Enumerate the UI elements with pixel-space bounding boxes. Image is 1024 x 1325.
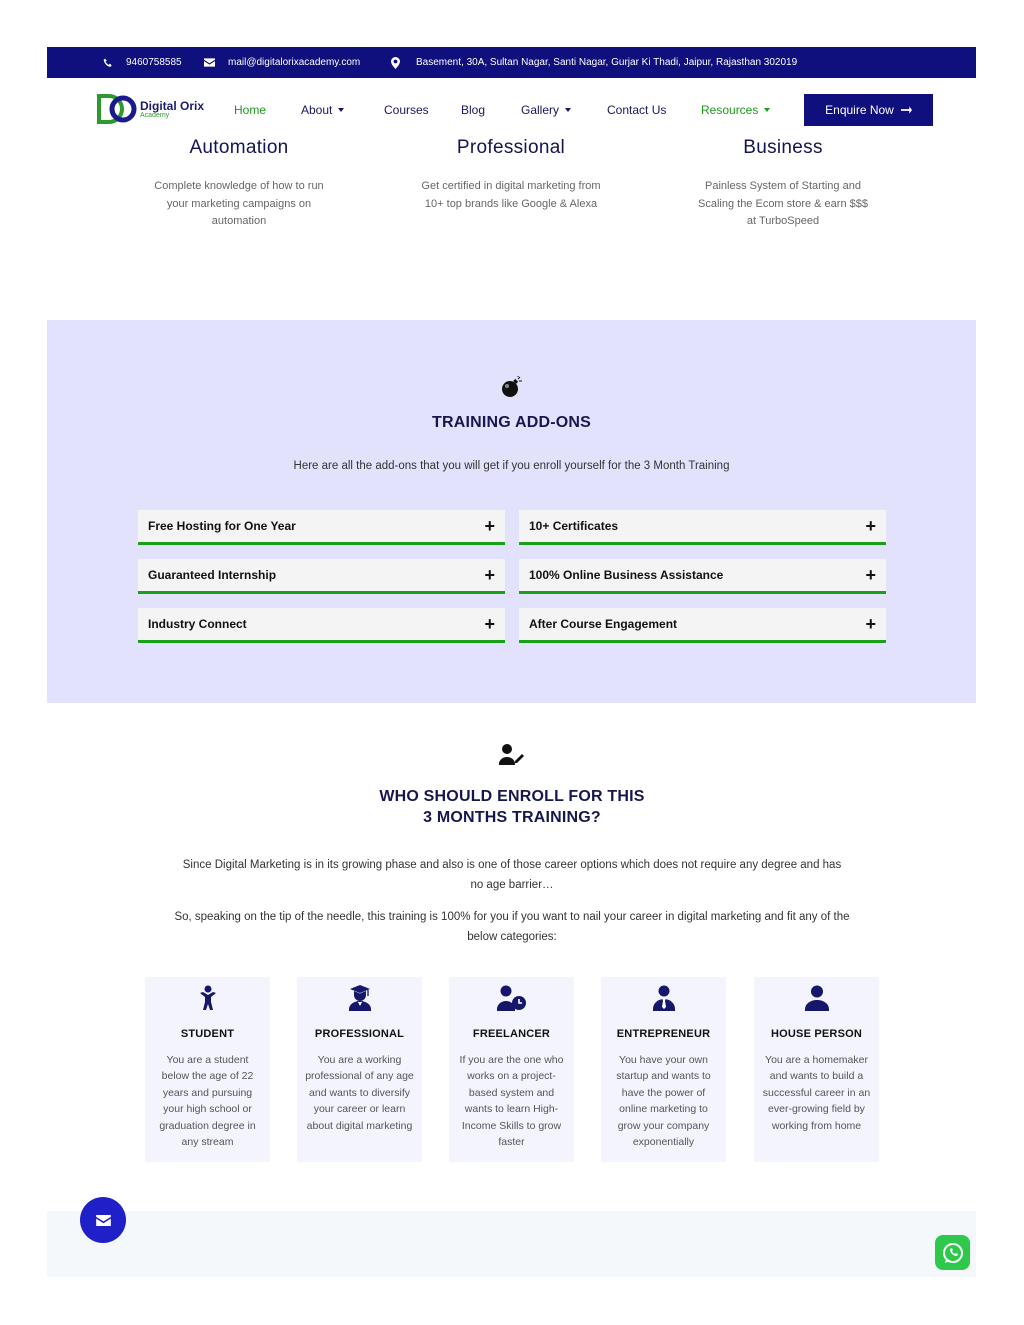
email-contact[interactable] bbox=[204, 57, 360, 68]
card-house-person bbox=[754, 977, 879, 1162]
card-title: HOUSE PERSON bbox=[770, 1028, 863, 1040]
feature-automation bbox=[124, 137, 354, 231]
user-icon bbox=[805, 985, 829, 1011]
graduate-icon bbox=[348, 985, 372, 1011]
feature-desc: Complete knowledge of how to run your marketing campaigns on automation bbox=[154, 180, 324, 227]
whatsapp-button[interactable] bbox=[935, 1235, 970, 1270]
card-professional bbox=[297, 977, 422, 1162]
training-addons-section bbox=[47, 320, 976, 703]
card-title: ENTREPRENEUR bbox=[616, 1028, 711, 1040]
nav-contact[interactable]: Contact Us bbox=[607, 103, 667, 117]
card-title: STUDENT bbox=[180, 1028, 235, 1040]
user-edit-icon bbox=[499, 744, 525, 766]
plus-icon: + bbox=[484, 516, 495, 536]
plus-icon: + bbox=[484, 614, 495, 634]
site-logo[interactable] bbox=[97, 94, 204, 124]
feature-desc: Get certified in digital marketing from 10+ top brands like Google & Alexa bbox=[421, 180, 601, 210]
arrow-right-icon bbox=[901, 106, 912, 114]
accordion-after-course[interactable] bbox=[519, 608, 886, 643]
map-marker-icon bbox=[391, 57, 400, 69]
phone-icon bbox=[103, 58, 113, 68]
feature-professional bbox=[396, 137, 626, 213]
card-title: PROFESSIONAL bbox=[314, 1028, 405, 1040]
nav-resources[interactable]: Resources bbox=[701, 103, 770, 117]
child-icon bbox=[199, 985, 217, 1011]
logo-name: Digital Orix bbox=[140, 98, 205, 113]
enquire-now-button[interactable]: Enquire Now bbox=[804, 94, 933, 126]
addons-description: Here are all the add-ons that you will get if you enroll yourself for the 3 Month Training bbox=[293, 460, 730, 472]
accordion-business-assistance[interactable] bbox=[519, 559, 886, 594]
nav-courses[interactable]: Courses bbox=[384, 103, 429, 117]
plus-icon: + bbox=[865, 614, 876, 634]
card-desc: If you are the one who works on a project-based system and wants to learn High-Income Skills to grow faster bbox=[459, 1054, 564, 1149]
feature-title: Professional bbox=[456, 137, 566, 158]
accordion-label: Industry Connect bbox=[148, 617, 247, 631]
card-student bbox=[145, 977, 270, 1162]
whatsapp-icon bbox=[941, 1241, 965, 1265]
card-title: FREELANCER bbox=[472, 1028, 551, 1040]
address-text: Basement, 30A, Sultan Nagar, Santi Nagar, Gurjar Ki Thadi, Jaipur, Rajasthan 302019 bbox=[416, 57, 798, 68]
accordion-label: Free Hosting for One Year bbox=[148, 519, 296, 533]
accordion-free-hosting[interactable] bbox=[138, 510, 505, 545]
accordion-industry-connect[interactable] bbox=[138, 608, 505, 643]
feature-business bbox=[668, 137, 898, 231]
plus-icon: + bbox=[484, 565, 495, 585]
accordion-label: Guaranteed Internship bbox=[148, 568, 277, 582]
card-desc: You have your own startup and wants to have the power of online marketing to grow your company exponentially bbox=[616, 1054, 711, 1149]
logo-subtitle: Academy bbox=[140, 111, 170, 119]
nav-about[interactable]: About bbox=[301, 103, 344, 117]
plus-icon: + bbox=[865, 516, 876, 536]
nav-blog[interactable]: Blog bbox=[461, 103, 486, 117]
enroll-title: WHO SHOULD ENROLL FOR THIS 3 MONTHS TRAINING? bbox=[379, 788, 645, 826]
phone-contact[interactable] bbox=[103, 57, 182, 68]
addons-title: TRAINING ADD-ONS bbox=[431, 414, 592, 431]
feature-title: Business bbox=[743, 137, 823, 158]
user-clock-icon bbox=[497, 985, 527, 1011]
feature-desc: Painless System of Starting and Scaling the Ecom store & earn $$$ at TurboSpeed bbox=[698, 180, 868, 227]
user-tie-icon bbox=[653, 985, 675, 1011]
card-desc: You are a working professional of any age and wants to diversify your career or learn about digital marketing bbox=[305, 1054, 414, 1132]
feature-title: Automation bbox=[189, 137, 289, 158]
card-freelancer bbox=[449, 977, 574, 1162]
top-contact-bar bbox=[47, 47, 976, 78]
main-navigation bbox=[47, 80, 976, 142]
card-entrepreneur bbox=[601, 977, 726, 1162]
nav-home[interactable]: Home bbox=[234, 103, 267, 117]
floating-mail-button[interactable] bbox=[80, 1197, 126, 1243]
accordion-label: 100% Online Business Assistance bbox=[529, 568, 724, 582]
caret-down-icon bbox=[764, 108, 770, 112]
accordion-label: After Course Engagement bbox=[529, 617, 678, 631]
enroll-paragraph-2: So, speaking on the tip of the needle, this training is 100% for you if you want to nail your career in digital marketing and fit any of the below categories: bbox=[174, 911, 850, 943]
envelope-icon bbox=[204, 58, 215, 67]
card-desc: You are a student below the age of 22 years and pursuing your high school or graduation degree in any stream bbox=[159, 1054, 256, 1149]
logo-mark-icon bbox=[97, 94, 139, 124]
plus-icon: + bbox=[865, 565, 876, 585]
address-contact bbox=[391, 57, 797, 69]
bomb-icon bbox=[501, 376, 523, 398]
caret-down-icon bbox=[565, 108, 571, 112]
accordion-internship[interactable] bbox=[138, 559, 505, 594]
phone-number: 9460758585 bbox=[126, 57, 182, 68]
card-desc: You are a homemaker and wants to build a successful career in an ever-growing field by working from home bbox=[762, 1054, 871, 1132]
email-address: mail@digitalorixacademy.com bbox=[228, 57, 361, 68]
accordion-label: 10+ Certificates bbox=[529, 519, 619, 533]
footer-band bbox=[47, 1211, 976, 1277]
caret-down-icon bbox=[338, 108, 344, 112]
nav-gallery[interactable]: Gallery bbox=[521, 103, 571, 117]
accordion-certificates[interactable] bbox=[519, 510, 886, 545]
envelope-icon bbox=[96, 1215, 111, 1226]
enroll-paragraph-1: Since Digital Marketing is in its growing phase and also is one of those career options which does not require any degree and has no age barrier… bbox=[182, 859, 842, 891]
